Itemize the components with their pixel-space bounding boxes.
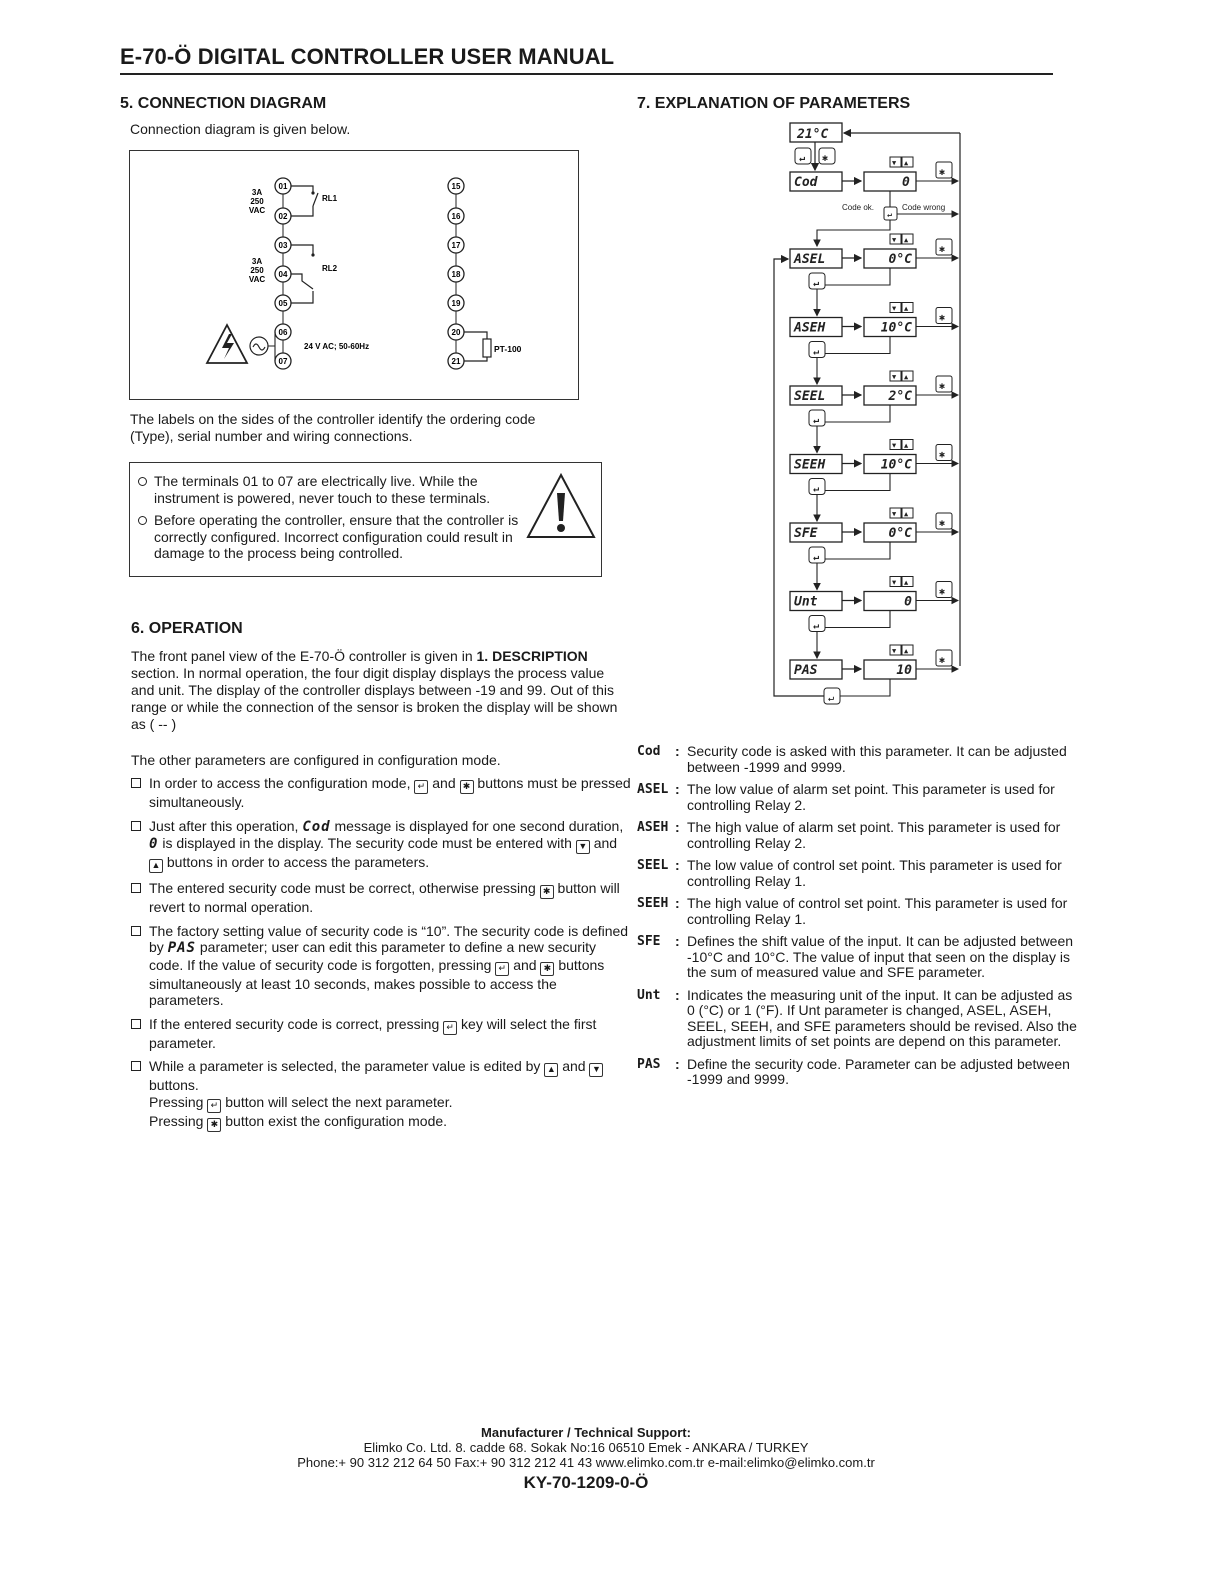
param-row-cod: Cod : Security code is asked with this parameter. It can be adjusted between -1999 and 9999. <box>637 743 1067 775</box>
warning-box <box>129 462 602 577</box>
up-arrow-icon: ▲ <box>149 859 163 873</box>
svg-text:▲: ▲ <box>904 236 909 244</box>
param-row-seel: SEEL : The low value of control set point. This parameter is used for controlling Relay 1. <box>637 857 1062 889</box>
terminal-01: 01 <box>278 182 288 191</box>
flow-row-seeh <box>790 440 958 522</box>
svg-text:↵: ↵ <box>813 620 820 632</box>
title-rule <box>120 73 1053 75</box>
footer-contact: Phone:+ 90 312 212 64 50 Fax:+ 90 312 212 41 43 www.elimko.com.tr e-mail:elimko@elimko.com.tr <box>297 1455 875 1470</box>
svg-text:↵: ↵ <box>887 210 892 219</box>
operation-para-1: The front panel view of the E-70-Ö controller is given in 1. DESCRIPTION section. In normal operation, the four digit display displays the process value and unit. The display of the controller displays between -19 and 99. Out of this range or while the connection of the sensor is broken the display will be shown as ( -- ) <box>131 648 618 732</box>
svg-text:▼: ▼ <box>892 647 897 655</box>
svg-text:↵: ↵ <box>828 693 835 704</box>
flow-name: Unt <box>794 594 818 610</box>
section-5-heading: 5. CONNECTION DIAGRAM <box>120 95 327 112</box>
step-1: In order to access the configuration mode, ↵ and ✱ buttons must be pressed simultaneously. <box>131 775 631 811</box>
svg-text:✱: ✱ <box>822 153 829 164</box>
flow-value: 2°C <box>888 389 912 404</box>
flow-name: SEEH <box>794 457 826 473</box>
flow-name: ASEH <box>794 320 826 336</box>
flow-value: 10 <box>896 663 912 678</box>
connection-intro: Connection diagram is given below. <box>130 121 351 137</box>
flow-name: SFE <box>794 526 818 541</box>
svg-text:▲: ▲ <box>904 647 909 655</box>
svg-text:▼: ▼ <box>892 373 897 381</box>
flow-row-aseh <box>790 303 958 385</box>
svg-text:▲: ▲ <box>904 578 909 587</box>
terminal-15: 15 <box>451 182 461 191</box>
flow-name: PAS <box>794 663 818 678</box>
footer-address: Elimko Co. Ltd. 8. cadde 68. Sokak No:16 06510 Emek - ANKARA / TURKEY <box>363 1440 809 1455</box>
flow-name-cod: Cod <box>794 175 818 190</box>
top-display: 21°C <box>797 127 829 142</box>
star-icon: ✱ <box>540 962 554 976</box>
terminal-03: 03 <box>278 241 288 250</box>
svg-text:↵: ↵ <box>813 278 820 289</box>
flow-row-seel <box>790 371 958 453</box>
star-icon: ✱ <box>207 1118 221 1132</box>
svg-text:✱: ✱ <box>939 167 946 178</box>
parameter-flowchart <box>760 118 970 708</box>
flow-value: 0°C <box>888 526 912 541</box>
flow-row-pas <box>790 645 958 696</box>
svg-text:↵: ↵ <box>813 415 820 426</box>
code-ok-label: Code ok. <box>842 203 875 212</box>
svg-text:↵: ↵ <box>799 153 806 164</box>
operation-steps <box>131 775 631 1139</box>
terminal-02: 02 <box>278 212 288 221</box>
svg-text:▲: ▲ <box>904 159 909 167</box>
flow-value: 10°C <box>880 320 912 336</box>
terminal-19: 19 <box>451 299 461 308</box>
warning-list <box>138 473 528 568</box>
labels-text: The labels on the sides of the controller identify the ordering code (Type), serial number and wiring connections. <box>130 411 536 444</box>
step-4: The factory setting value of security code is “10”. The security code is defined by PAS parameter; user can edit this parameter to define a new security code. If the value of security code is forgotten, pressing ↵ and ✱ buttons simultaneously at least 10 seconds, makes possible to access the parameters. <box>131 923 631 1009</box>
svg-text:▲: ▲ <box>904 441 909 450</box>
svg-text:↵: ↵ <box>813 346 820 358</box>
flow-name: ASEL <box>794 252 826 267</box>
svg-text:↵: ↵ <box>813 552 820 563</box>
param-row-seeh: SEEH : The high value of control set point. This parameter is used for controlling Relay 1. <box>637 895 1068 927</box>
terminal-17: 17 <box>451 241 461 250</box>
rating-2-vac: VAC <box>248 275 266 284</box>
footer-support-label: Manufacturer / Technical Support: <box>481 1425 691 1440</box>
terminal-20: 20 <box>451 328 461 337</box>
star-icon: ✱ <box>460 780 474 794</box>
svg-text:✱: ✱ <box>939 244 946 255</box>
sensor-label: PT-100 <box>494 344 522 354</box>
enter-icon: ↵ <box>495 962 509 976</box>
enter-icon: ↵ <box>207 1099 221 1113</box>
svg-text:▼: ▼ <box>892 578 897 587</box>
flow-name: SEEL <box>794 389 826 404</box>
svg-text:▲: ▲ <box>904 373 909 381</box>
flow-value: 0 <box>904 594 912 610</box>
terminal-07: 07 <box>278 357 288 366</box>
rating-1-volts: 250 <box>250 197 264 206</box>
svg-text:▼: ▼ <box>892 159 897 167</box>
step-2: Just after this operation, Cod message is displayed for one second duration, 0 is displayed in the display. The security code must be entered with ▼ and ▲ buttons in order to access the parameters. <box>131 818 631 874</box>
svg-text:▼: ▼ <box>892 304 897 313</box>
warning-item: Before operating the controller, ensure that the controller is correctly configured. Incorrect configuration could result in damage to the process being controlled. <box>138 512 528 562</box>
svg-text:✱: ✱ <box>939 381 946 392</box>
svg-text:▲: ▲ <box>904 304 909 313</box>
svg-text:✱: ✱ <box>939 449 946 461</box>
rating-1-amps: 3A <box>251 188 263 197</box>
svg-text:↵: ↵ <box>813 483 820 495</box>
svg-text:✱: ✱ <box>939 586 946 598</box>
svg-text:▼: ▼ <box>892 441 897 450</box>
wiring-svg <box>130 151 578 399</box>
supply-label: 24 V AC; 50-60Hz <box>304 342 370 351</box>
svg-text:▼: ▼ <box>892 236 897 244</box>
terminal-06: 06 <box>278 328 288 337</box>
enter-icon: ↵ <box>443 1021 457 1035</box>
param-row-asel: ASEL : The low value of alarm set point. This parameter is used for controlling Relay 2. <box>637 781 1055 813</box>
step-5: If the entered security code is correct, pressing ↵ key will select the first parameter. <box>131 1016 631 1052</box>
terminal-05: 05 <box>278 299 288 308</box>
enter-icon: ↵ <box>414 780 428 794</box>
footer-doc-code: KY-70-1209-0-Ö <box>523 1473 649 1492</box>
down-arrow-icon: ▼ <box>576 840 590 854</box>
flow-row-asel <box>790 234 958 316</box>
param-row-unt: Unt : Indicates the measuring unit of the input. It can be adjusted as 0 (°C) or 1 (°F). If Unt parameter is changed, ASEL, ASEH, SEEL, SEEH, and SFE parameters should be revised. Also the adjustment limits of set points are depend on this parameter. <box>637 986 1077 1049</box>
step-3: The entered security code must be correct, otherwise pressing ✱ button will revert to normal operation. <box>131 880 631 916</box>
flow-value-cod: 0 <box>902 175 910 190</box>
flow-value: 10°C <box>880 457 912 473</box>
relay-1-label: RL1 <box>322 194 338 203</box>
connection-diagram <box>129 150 579 400</box>
operation-para-2: The other parameters are configured in configuration mode. <box>131 752 501 768</box>
step-6: While a parameter is selected, the parameter value is edited by ▲ and ▼ buttons. Pressing ↵ button will select the next parameter. Pressing ✱ button exist the configuration mode. <box>131 1058 631 1132</box>
terminal-16: 16 <box>451 212 461 221</box>
star-icon: ✱ <box>540 885 554 899</box>
section-7-heading: 7. EXPLANATION OF PARAMETERS <box>637 95 911 112</box>
page-title: E-70-Ö DIGITAL CONTROLLER USER MANUAL <box>120 44 615 69</box>
svg-text:✱: ✱ <box>939 312 946 324</box>
svg-text:✱: ✱ <box>939 518 946 529</box>
svg-text:▲: ▲ <box>904 510 909 518</box>
flow-row-sfe <box>790 508 958 590</box>
param-row-pas: PAS : Define the security code. Parameter can be adjusted between -1999 and 9999. <box>637 1055 1070 1087</box>
parameter-list <box>637 744 1077 1095</box>
relay-2-label: RL2 <box>322 264 338 273</box>
down-arrow-icon: ▼ <box>589 1063 603 1077</box>
rating-2-amps: 3A <box>251 257 263 266</box>
flow-value: 0°C <box>888 252 912 267</box>
warning-item: The terminals 01 to 07 are electrically live. While the instrument is powered, never touch to these terminals. <box>138 473 528 506</box>
caution-icon <box>526 471 596 541</box>
rating-1-vac: VAC <box>248 206 266 215</box>
terminal-04: 04 <box>278 270 288 279</box>
svg-text:▼: ▼ <box>892 510 897 518</box>
section-6-heading: 6. OPERATION <box>131 620 243 637</box>
code-wrong-label: Code wrong <box>902 203 946 212</box>
terminal-18: 18 <box>451 270 461 279</box>
terminal-21: 21 <box>451 357 461 366</box>
up-arrow-icon: ▲ <box>544 1063 558 1077</box>
rating-2-volts: 250 <box>250 266 264 275</box>
flow-row-unt <box>790 577 958 659</box>
param-row-aseh: ASEH : The high value of alarm set point. This parameter is used for controlling Relay 2. <box>637 819 1061 851</box>
flow-rows <box>790 234 958 696</box>
param-row-sfe: SFE : Defines the shift value of the input. It can be adjusted between -10°C and 10°C. The value of input that seen on the display is the sum of measured value and SFE parameter. <box>637 933 1074 980</box>
svg-text:✱: ✱ <box>939 655 946 666</box>
